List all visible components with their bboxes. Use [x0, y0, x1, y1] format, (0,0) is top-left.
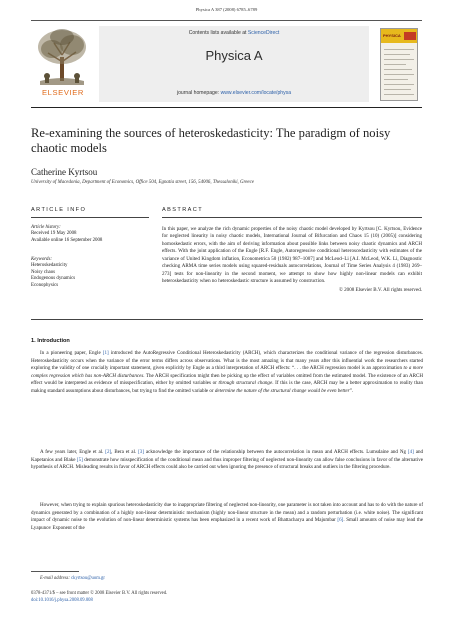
text-run: introduced the AutoRegressive Conditional Heteroskedasticity (ARCH), which characterizes the conditional variance of the regression disturbances. Heteroskedasticity occurs when the variance of the error terms differs across observations. What is the most amazing is that many years after this influential work the researchers started exploring the validity of one crucially important statement, given explicitly by Engle as a third interpretation of ARCH effects: “. . . the ARCH regression model is an approximation: [31, 350, 424, 372]
abstract-text: In this paper, we analyze the rich dynamic properties of the noisy chaotic model developed by Kyrtsou [C. Kyrtsou, Evidence for neglected linearity in noisy chaotic models, International Journal of Bifurcation and Chaos 15 (10) (2005)] considering homoskedastic errors, with the aim of deriving information about possible links between noisy chaotic dynamics and ARCH effects. With the joint application of the Engle [R.F. Engle, Autoregressive conditional heteroscedasticity with estimates of the variance of United Kingdom inflation, Econometrica 50 (1982) 987–1007] and McLeod–Li [A.I. McLeod, W.K. Li, Diagnostic checking ARMA time series models using squared-residuals autocorrelations, Journal of Time Series Analysis 4 (1983) 269–273] tests for non-linearity in the second moment, we attempt to show how highly non-linear models can exhibit heteroskedasticity when no heteroskedastic structure is assumed by construction.: [162, 226, 422, 285]
received-date: Received 19 May 2008: [31, 231, 77, 237]
text-run: ”.: [349, 387, 354, 394]
cover-line: [384, 89, 411, 90]
issn-line: 0378-4371/$ – see front matter © 2008 Elsevier B.V. All rights reserved.: [31, 591, 168, 596]
keyword-item: Noisy chaos: [31, 269, 56, 275]
journal-masthead: [31, 20, 422, 108]
journal-cover-thumbnail: [380, 28, 418, 101]
author-name: Catherine Kyrtsou: [31, 167, 98, 177]
contents-line: [99, 30, 369, 36]
running-head: Physica A 387 (2008) 6785–6789: [195, 7, 258, 12]
text-run: demonstrate how misspecification of the conditional mean and thus improper filtering of neglected non-linearity can allow false conclusions in favor of the alternative hypothesis of ARCH. Misleading results in favor of ARCH effects could also be carried out when ignoring the presence of structural breaks and outliers in the filtering procedure.: [31, 456, 423, 471]
cover-line: [384, 74, 414, 75]
doi-link[interactable]: doi:10.1016/j.physa.2008.09.008: [31, 598, 93, 603]
email-label: E-mail address:: [40, 576, 72, 581]
cover-line: [384, 69, 412, 70]
cover-line: [384, 54, 410, 55]
citation-link[interactable]: [5]: [76, 456, 83, 463]
masthead-top-rule: [31, 20, 422, 21]
intro-paragraph-3: [31, 502, 423, 532]
citation-link[interactable]: [3]: [138, 449, 145, 455]
author-affiliation: University of Macedonia, Department of Economics, Office 504, Egnatia street, 156, 54006, Thessaloniki, Greece: [31, 180, 254, 185]
text-run: and Kapetanios and Blake: [31, 449, 423, 463]
citation-link[interactable]: [4]: [407, 449, 414, 455]
author-email-link[interactable]: ckyrtsou@uom.gr: [71, 576, 105, 581]
keyword-item: Endogenous dynamics: [31, 276, 76, 282]
text-run: . The ARCH specification might then be picking up the effect of variables omitted from the estimated model. The existence of an ARCH effect would be interpreted as evidence of misspecification, either by omitted variables or: [31, 372, 423, 387]
keywords-block: [31, 257, 149, 289]
footnote-rule: [31, 571, 79, 572]
cover-line: [384, 49, 414, 50]
abstract-rule: [162, 217, 422, 218]
homepage-prefix: journal homepage:: [176, 90, 221, 96]
cover-line: [384, 94, 414, 95]
cover-line: [384, 64, 406, 65]
keyword-item: Heteroskedasticity: [31, 263, 68, 269]
journal-name: Physica A: [205, 48, 263, 63]
intro-paragraph-2: [31, 449, 423, 472]
available-date: Available online 16 September 2008: [31, 237, 103, 243]
citation-link[interactable]: [6]: [337, 517, 344, 524]
italic-run: determine the nature of the structural change would be even better: [214, 387, 350, 394]
intro-paragraph-1: [31, 350, 423, 396]
cover-line: [384, 84, 414, 85]
journal-info-box: [99, 26, 369, 102]
italic-run: to a more complex regression which has non-ARCH disturbances: [31, 365, 423, 379]
text-run: . If this is the case, ARCH may be a better approximation to reality than making standard assumptions about disturbances, but trying to find the omitted variable or: [31, 380, 423, 394]
article-title: Re-examining the sources of heteroskedasticity: The paradigm of noisy chaotic models: [31, 126, 391, 156]
text-run: acknowledge the importance of the relationship between the autocorrelation in mean and ARCH effects. Lumsdaine and Ng: [144, 449, 408, 455]
journal-homepage-link[interactable]: www.elsevier.com/locate/physa: [220, 90, 292, 96]
text-run: However, when trying to explain spurious heteroskedasticity due to inappropriate filtering of neglected non-linearity, one parameter is not taken into account and has to do with the nature of dynamics generated by a combination of a highly non-linear deterministic mechanism (highly non-linear structure in the mean) and a random perturbation (i.e. white noise). The significant impact of dynamic noise to the evolution of non-linear deterministic systems has been emphasized in a recent work of Bhattacharya and Majumbar: [31, 502, 423, 524]
section-divider: [31, 319, 423, 320]
article-info-rule: [31, 217, 149, 218]
text-run: . Small amounts of noise may lead the Lyapunov Exponent of the: [31, 517, 424, 531]
keywords-label: Keywords:: [31, 257, 53, 262]
italic-run: through structural change: [218, 380, 273, 387]
text-run: , Bera et al.: [111, 449, 139, 455]
abstract-copyright: © 2008 Elsevier B.V. All rights reserved.: [339, 287, 422, 293]
masthead-bottom-rule: [31, 107, 422, 108]
citation-link[interactable]: [1]: [102, 350, 109, 356]
abstract-heading: ABSTRACT: [162, 207, 204, 213]
article-history: [31, 225, 149, 244]
publisher-logo: ELSEVIER: [42, 88, 84, 97]
email-footnote: [40, 576, 105, 581]
contents-prefix: Contents lists available at: [188, 30, 248, 36]
section-heading: 1. Introduction: [31, 338, 70, 344]
elsevier-tree-icon: [34, 27, 90, 87]
keyword-item: Econophysics: [31, 282, 59, 288]
cover-title: PHYSICA: [383, 33, 401, 38]
sciencedirect-link[interactable]: ScienceDirect: [247, 30, 280, 36]
history-label: Article history:: [31, 225, 61, 230]
cover-accent: [404, 32, 416, 40]
cover-line: [384, 79, 408, 80]
article-info-heading: ARTICLE INFO: [31, 207, 87, 213]
homepage-line: [99, 90, 369, 96]
citation-link[interactable]: [2]: [105, 449, 112, 455]
text-run: In a pioneering paper, Engle: [40, 350, 103, 356]
cover-line: [384, 59, 414, 60]
text-run: A few years later, Engle et al.: [40, 449, 106, 455]
doi-line: [31, 598, 93, 603]
